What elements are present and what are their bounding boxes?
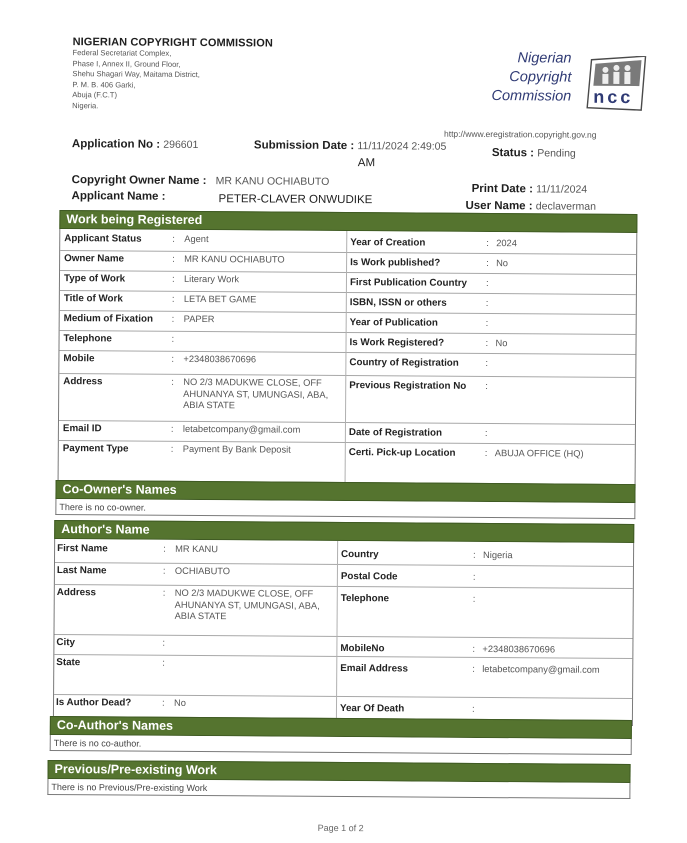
field-label: Is Work published?: [350, 257, 441, 269]
field-label: Country: [341, 549, 379, 561]
applicant-name-label: Applicant Name :: [71, 190, 166, 203]
status-value: Pending: [537, 147, 576, 160]
field-separator: :: [472, 571, 476, 583]
field-label: Telephone: [340, 593, 390, 605]
field-separator: :: [485, 278, 489, 290]
field-label: Medium of Fixation: [63, 313, 154, 325]
field-value: NO 2/3 MADUKWE CLOSE, OFF AHUNANYA ST, UMUNGASI, ABA, ABIA STATE: [183, 376, 329, 411]
org-address-line: Phase I, Annex II, Ground Floor,: [72, 58, 181, 69]
submission-time-suffix: AM: [357, 157, 376, 170]
row-divider: [60, 270, 636, 275]
owner-name-label: Copyright Owner Name :: [71, 174, 207, 188]
field-label: Certi. Pick-up Location: [348, 447, 456, 459]
field-separator: :: [486, 258, 489, 270]
field-label: Previous Registration No: [349, 380, 467, 392]
previous-work-note: There is no Previous/Pre-existing Work: [51, 781, 208, 794]
field-value: NO 2/3 MADUKWE CLOSE, OFF AHUNANYA ST, UMUNGASI, ABA, ABIA STATE: [174, 587, 320, 622]
submission-date-label: Submission Date :: [253, 139, 355, 153]
field-value: [174, 638, 334, 639]
application-no: [72, 138, 199, 151]
row-divider: [60, 290, 636, 295]
field-separator: :: [162, 657, 165, 669]
row-divider: [59, 373, 635, 378]
applicant-name-value: PETER-CLAVER ONWUDIKE: [218, 193, 373, 207]
field-value: [174, 658, 334, 659]
org-address-line: Federal Secretariat Complex,: [72, 48, 172, 58]
field-separator: :: [170, 423, 174, 435]
logo-line: Nigerian: [517, 50, 572, 67]
field-separator: :: [472, 643, 476, 655]
field-value: [184, 334, 344, 335]
logo-wordmark: [491, 49, 571, 107]
field-label: Applicant Status: [64, 233, 142, 245]
row-divider: [60, 250, 636, 255]
org-name: NIGERIAN COPYRIGHT COMMISSION: [72, 36, 273, 50]
co-owner-note: There is no co-owner.: [59, 502, 146, 513]
field-value: MR KANU OCHIABUTO: [184, 253, 285, 265]
row-divider: [59, 420, 635, 425]
field-separator: :: [484, 428, 488, 440]
field-separator: :: [172, 253, 175, 265]
status: [492, 147, 576, 160]
user-name-value: declaverman: [535, 200, 596, 213]
org-address-line: P. M. B. 406 Garki,: [72, 79, 136, 90]
field-label: Year of Publication: [349, 317, 438, 329]
org-header: [72, 36, 373, 113]
field-separator: :: [162, 637, 166, 649]
logo-line: Copyright: [509, 69, 572, 86]
field-value: [496, 298, 636, 299]
field-separator: :: [171, 353, 175, 365]
field-separator: :: [162, 565, 166, 577]
field-value: [496, 318, 636, 319]
field-label: Title of Work: [63, 293, 123, 305]
field-value: [496, 278, 636, 279]
field-separator: :: [473, 549, 476, 561]
field-value: LETA BET GAME: [183, 293, 257, 305]
application-no-label: Application No :: [71, 138, 161, 151]
logo-mark-text: ncc: [593, 86, 634, 108]
field-label: ISBN, ISSN or others: [349, 297, 447, 309]
field-label: Owner Name: [64, 253, 125, 265]
field-separator: :: [171, 273, 175, 285]
field-label: Year Of Death: [339, 703, 405, 715]
field-value: No: [496, 258, 509, 269]
print-date: [472, 183, 588, 196]
org-address-line: Nigeria.: [72, 100, 99, 110]
field-separator: :: [486, 238, 489, 250]
column-divider: [345, 231, 348, 485]
submission-date-value: 11/11/2024 2:49:05: [357, 140, 447, 153]
co-author-section: [50, 716, 632, 755]
field-separator: :: [161, 697, 165, 709]
field-value: [495, 381, 635, 382]
row-divider: [55, 562, 633, 567]
field-separator: :: [484, 448, 488, 460]
field-value: PAPER: [183, 313, 215, 325]
field-value: ABUJA OFFICE (HQ): [494, 448, 584, 459]
co-author-section-title: Co-Author's Names: [50, 716, 632, 739]
field-value: [495, 428, 635, 429]
org-address-line: Abuja (F.C.T): [72, 90, 118, 100]
co-owner-section-title: Co-Owner's Names: [55, 480, 635, 503]
field-value: +2348038670696: [482, 643, 556, 655]
field-separator: :: [172, 233, 175, 245]
work-table: [58, 229, 638, 488]
status-label: Status :: [491, 147, 535, 160]
application-no-value: 296601: [163, 138, 199, 152]
field-value: Nigeria: [483, 550, 513, 561]
row-divider: [54, 694, 632, 699]
previous-work-section-title: Previous/Pre-existing Work: [47, 760, 630, 783]
field-value: Literary Work: [183, 273, 240, 285]
field-separator: :: [171, 333, 175, 345]
user-name: [465, 200, 596, 213]
work-section: [58, 210, 638, 488]
owner-name-value: MR KANU OCHIABUTO: [215, 175, 330, 188]
co-owner-box: [55, 499, 635, 519]
field-separator: :: [170, 443, 174, 455]
field-label: Last Name: [56, 565, 107, 577]
field-separator: :: [485, 318, 489, 330]
previous-work-section: [47, 760, 630, 799]
field-separator: :: [472, 593, 476, 605]
field-value: No: [495, 338, 508, 349]
logo-line: Commission: [491, 88, 572, 105]
ncc-emblem-icon: [583, 56, 647, 112]
field-separator: :: [171, 293, 175, 305]
field-separator: :: [485, 298, 489, 310]
field-label: Address: [56, 587, 97, 599]
field-value: letabetcompany@gmail.com: [482, 663, 600, 675]
co-owner-section: [55, 480, 635, 519]
ncc-logo: [464, 49, 650, 130]
print-date-value: 11/11/2024: [536, 183, 588, 196]
field-separator: :: [471, 703, 475, 715]
field-separator: :: [485, 358, 489, 370]
field-label: MobileNo: [340, 643, 385, 655]
field-label: Payment Type: [62, 443, 129, 455]
field-label: Date of Registration: [348, 427, 443, 439]
field-label: Telephone: [63, 333, 112, 345]
org-address-line: Shehu Shagari Way, Maitama District,: [72, 69, 200, 80]
field-value: Payment By Bank Deposit: [182, 443, 291, 455]
row-divider: [59, 440, 635, 445]
field-label: Year of Creation: [350, 237, 426, 249]
user-name-label: User Name :: [465, 199, 533, 213]
co-author-box: [50, 735, 632, 755]
field-value: [483, 572, 629, 573]
field-value: [483, 594, 629, 595]
field-label: Email Address: [340, 663, 409, 675]
field-label: Type of Work: [63, 273, 126, 285]
page-number: Page 1 of 2: [317, 822, 364, 834]
field-label: Mobile: [63, 353, 95, 365]
author-section: [53, 520, 634, 726]
site-url: http://www.eregistration.copyright.gov.ng: [443, 128, 597, 140]
field-label: Is Work Registered?: [349, 337, 445, 349]
field-value: +2348038670696: [183, 353, 257, 365]
field-value: No: [173, 697, 186, 708]
field-value: letabetcompany@gmail.com: [182, 423, 301, 435]
field-value: 2024: [496, 238, 517, 249]
field-label: Address: [63, 376, 103, 388]
field-label: First Publication Country: [349, 277, 468, 289]
field-separator: :: [485, 338, 489, 350]
field-value: OCHIABUTO: [174, 565, 231, 577]
field-label: Country of Registration: [349, 357, 459, 369]
field-value: [495, 358, 635, 359]
field-label: City: [56, 637, 75, 649]
field-label: State: [56, 657, 81, 669]
print-date-label: Print Date :: [471, 182, 534, 196]
field-separator: :: [162, 587, 166, 599]
previous-work-box: [47, 779, 630, 799]
field-label: Postal Code: [340, 571, 398, 583]
field-value: [482, 704, 628, 705]
work-section-title: Work being Registered: [59, 210, 637, 233]
row-divider: [55, 584, 633, 589]
field-value: MR KANU: [175, 543, 219, 555]
field-value: Agent: [184, 233, 209, 245]
field-separator: :: [171, 376, 174, 388]
submission-date: [254, 139, 447, 152]
field-separator: :: [485, 381, 488, 393]
field-label: First Name: [57, 543, 108, 555]
row-divider: [59, 350, 635, 355]
field-separator: :: [163, 543, 166, 555]
applicant-name: [72, 190, 166, 203]
field-label: Email ID: [62, 423, 102, 435]
co-author-note: There is no co-author.: [53, 738, 142, 749]
field-separator: :: [171, 313, 175, 325]
row-divider: [60, 330, 636, 335]
author-table: [53, 539, 634, 726]
row-divider: [54, 634, 632, 639]
owner-name: [72, 174, 330, 188]
field-label: Is Author Dead?: [55, 697, 132, 709]
field-separator: :: [472, 663, 475, 675]
author-section-title: Author's Name: [54, 520, 634, 543]
